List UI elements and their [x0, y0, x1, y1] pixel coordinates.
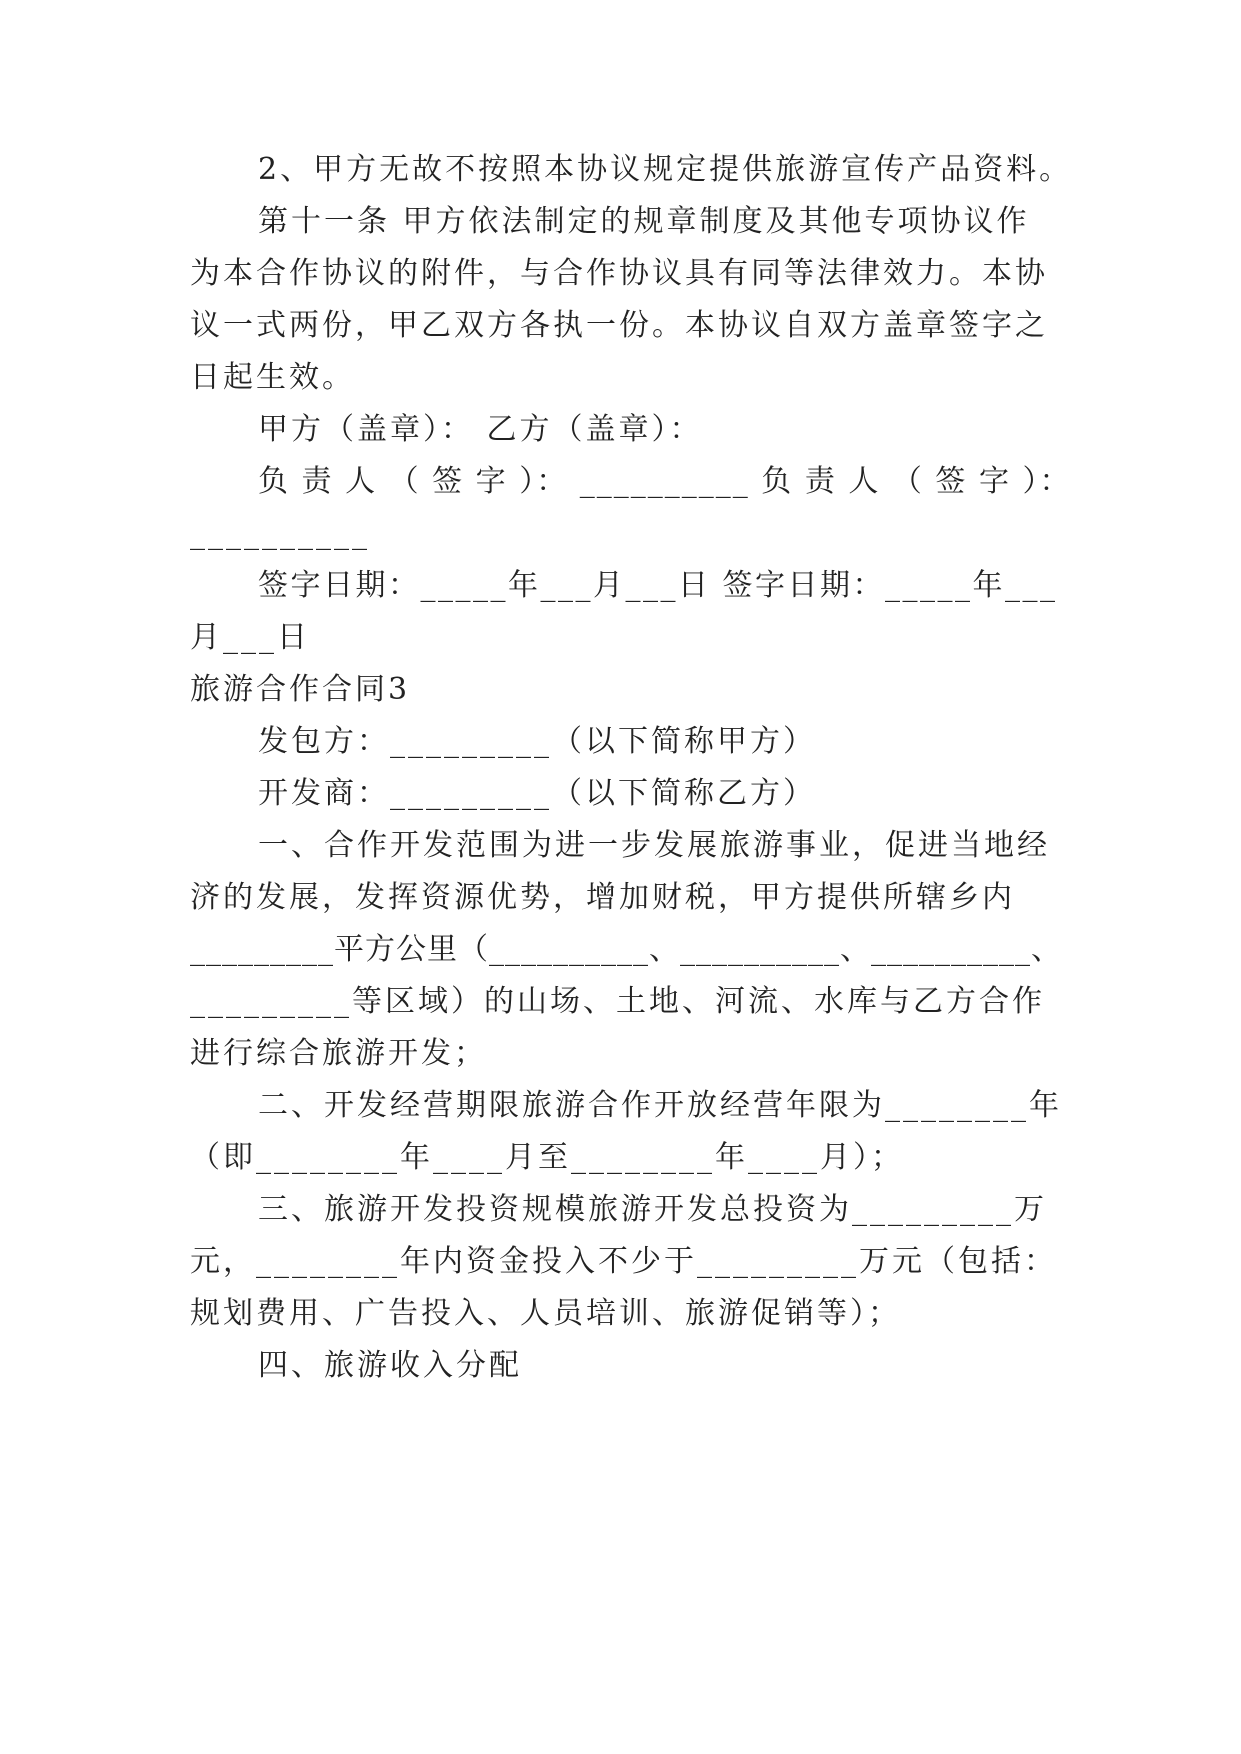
clause-2-line: 二、开发经营期限旅游合作开放经营年限为________年 — [258, 1088, 1062, 1123]
signature-date-line: 签字日期：_____年___月___日 签字日期：_____年___ — [258, 568, 1058, 603]
signature-date-line-cont: 月___日 — [190, 620, 310, 655]
signature-blank-line: __________ — [190, 516, 370, 551]
clause-1-line: _________平方公里（__________、__________、__________、 — [190, 932, 1062, 967]
paragraph-line: 议一式两份，甲乙双方各执一份。本协议自双方盖章签字之 — [190, 308, 1048, 343]
signature-party-line: 甲方（盖章）： 乙方（盖章）： — [258, 412, 703, 447]
party-a-line: 发包方：_________（以下简称甲方） — [258, 724, 816, 759]
party-b-line: 开发商：_________（以下简称乙方） — [258, 776, 816, 811]
clause-1-line: 济的发展，发挥资源优势，增加财税，甲方提供所辖乡内 — [190, 880, 1015, 915]
clause-4-heading: 四、旅游收入分配 — [258, 1348, 522, 1383]
clause-1-line: 一、合作开发范围为进一步发展旅游事业，促进当地经 — [258, 828, 1050, 863]
paragraph-line: 为本合作协议的附件，与合作协议具有同等法律效力。本协 — [190, 256, 1048, 291]
signature-responsible-line: 负 责 人 （ 签 字 ）： __________ 负 责 人 （ 签 字 ）： — [258, 464, 1072, 499]
clause-3-line: 规划费用、广告投入、人员培训、旅游促销等）； — [190, 1296, 901, 1331]
clause-3-line: 元，________年内资金投入不少于_________万元（包括： — [190, 1244, 1057, 1279]
paragraph-line: 第十一条 甲方依法制定的规章制度及其他专项协议作 — [258, 204, 1030, 239]
paragraph-line: 2、甲方无故不按照本协议规定提供旅游宣传产品资料。 — [258, 152, 1073, 187]
paragraph-line: 日起生效。 — [190, 360, 355, 395]
clause-1-line: _________等区域）的山场、土地、河流、水库与乙方合作 — [190, 984, 1045, 1019]
clause-2-line: （即________年____月至________年____月）； — [190, 1140, 904, 1175]
clause-3-line: 三、旅游开发投资规模旅游开发总投资为_________万 — [258, 1192, 1047, 1227]
section-title: 旅游合作合同3 — [190, 672, 411, 707]
clause-1-line: 进行综合旅游开发； — [190, 1036, 487, 1071]
